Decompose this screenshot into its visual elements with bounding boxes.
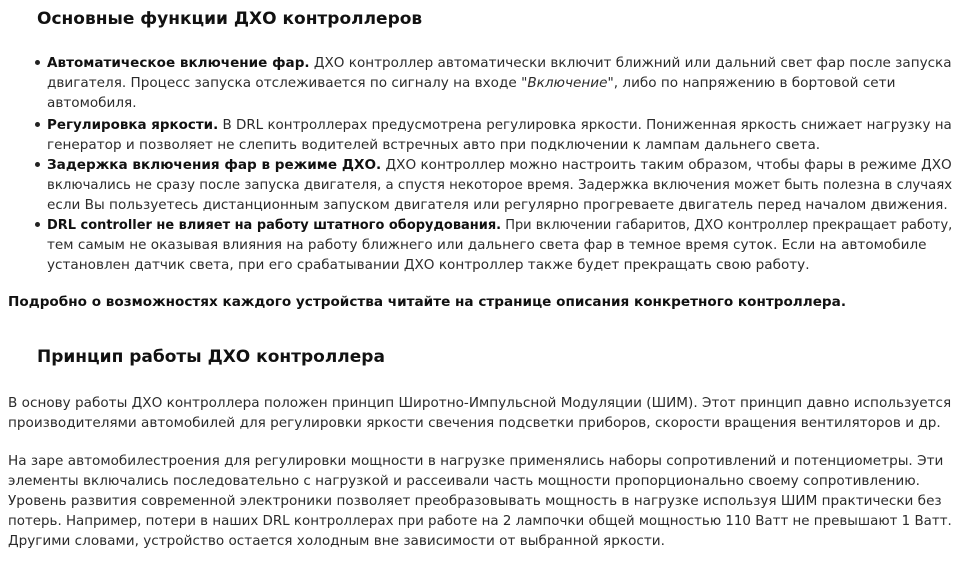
section1-note: Подробно о возможностях каждого устройства читайте на странице описания конкретного контроллера. xyxy=(8,294,847,310)
para2-line-2: элементы включались последовательно с нагрузкой и рассеивали часть мощности пропорционально своему сопротивлению. xyxy=(8,473,920,489)
bullet-icon xyxy=(35,222,40,227)
list-item-4-title: DRL controller не влияет на работу штатного оборудования. xyxy=(47,217,502,233)
bullet-icon xyxy=(35,60,40,65)
list-item-2-line-2: генератор и позволяет не слепить водителей встречных авто при подключении к лампам дальнего света. xyxy=(47,137,821,153)
para1-line-2: производителями автомобилей для регулировки яркости свечения подсветки приборов, скорости вращения вентиляторов и др. xyxy=(8,415,941,431)
bullet-icon xyxy=(35,122,40,127)
bullet-icon xyxy=(35,162,40,167)
list-item-1-italic: "Включение" xyxy=(521,75,614,91)
section1-heading: Основные функции ДХО контроллеров xyxy=(37,9,423,29)
list-item-3-line-1 xyxy=(47,156,952,174)
list-item-1-line-1 xyxy=(47,54,952,72)
list-item-2-line-1 xyxy=(47,116,952,134)
list-item-1-title: Автоматическое включение фар. xyxy=(47,55,310,71)
para2-line-4: потерь. Например, потери в наших DRL контроллерах при работе на 2 лампочки общей мощностью 110 Ватт не превышают 1 Ватт. xyxy=(8,513,952,529)
list-item-3-text: ДХО контроллер можно настроить таким образом, чтобы фары в режиме ДХО xyxy=(381,157,952,173)
list-item-3-line-3: если Вы пользуетесь дистанционным запуском двигателя или регулярно прогреваете двигатель перед началом движения. xyxy=(47,197,948,213)
list-item-1-text-2: двигателя. Процесс запуска отслеживается по сигналу на входе xyxy=(47,75,522,91)
list-item-4-line-2: тем самым не оказывая влияния на работу ближнего или дальнего света фар в темное время суток. Если на автомобиле xyxy=(47,237,927,253)
list-item-4-line-3: установлен датчик света, при его срабатывании ДХО контроллер также будет прекращать свою работу. xyxy=(47,257,810,273)
para1-line-1: В основу работы ДХО контроллера положен принцип Широтно-Импульсной Модуляции (ШИМ). Этот принцип давно используется xyxy=(8,395,952,411)
list-item-1-line-3: автомобиля. xyxy=(47,95,137,111)
section2-heading: Принцип работы ДХО контроллера xyxy=(37,347,385,367)
list-item-1-line-2 xyxy=(47,74,895,92)
list-item-2-text: В DRL контроллерах предусмотрена регулировка яркости. Пониженная яркость снижает нагрузку на xyxy=(218,117,952,133)
para2-line-5: Другими словами, устройство остается холодным вне зависимости от выбранной яркости. xyxy=(8,533,665,549)
list-item-1-text: ДХО контроллер автоматически включит ближний или дальний свет фар после запуска xyxy=(309,55,952,71)
list-item-2-title: Регулировка яркости. xyxy=(47,117,219,133)
list-item-1-tail: , либо по напряжению в бортовой сети xyxy=(613,75,896,91)
list-item-4-line-1 xyxy=(47,216,952,234)
list-item-3-title: Задержка включения фар в режиме ДХО. xyxy=(47,157,382,173)
para2-line-1: На заре автомобилестроения для регулировки мощности в нагрузке применялись наборы сопротивлений и потенциометры. Эти xyxy=(8,453,944,469)
list-item-4-text: При включении габаритов, ДХО контроллер прекращает работу, xyxy=(501,217,953,233)
para2-line-3: Уровень развития современной электроники позволяет преобразовывать мощность в нагрузке используя ШИМ практически без xyxy=(8,493,942,509)
list-item-3-line-2: включались не сразу после запуска двигателя, а спустя некоторое время. Задержка включения может быть полезна в случаях xyxy=(47,177,953,193)
